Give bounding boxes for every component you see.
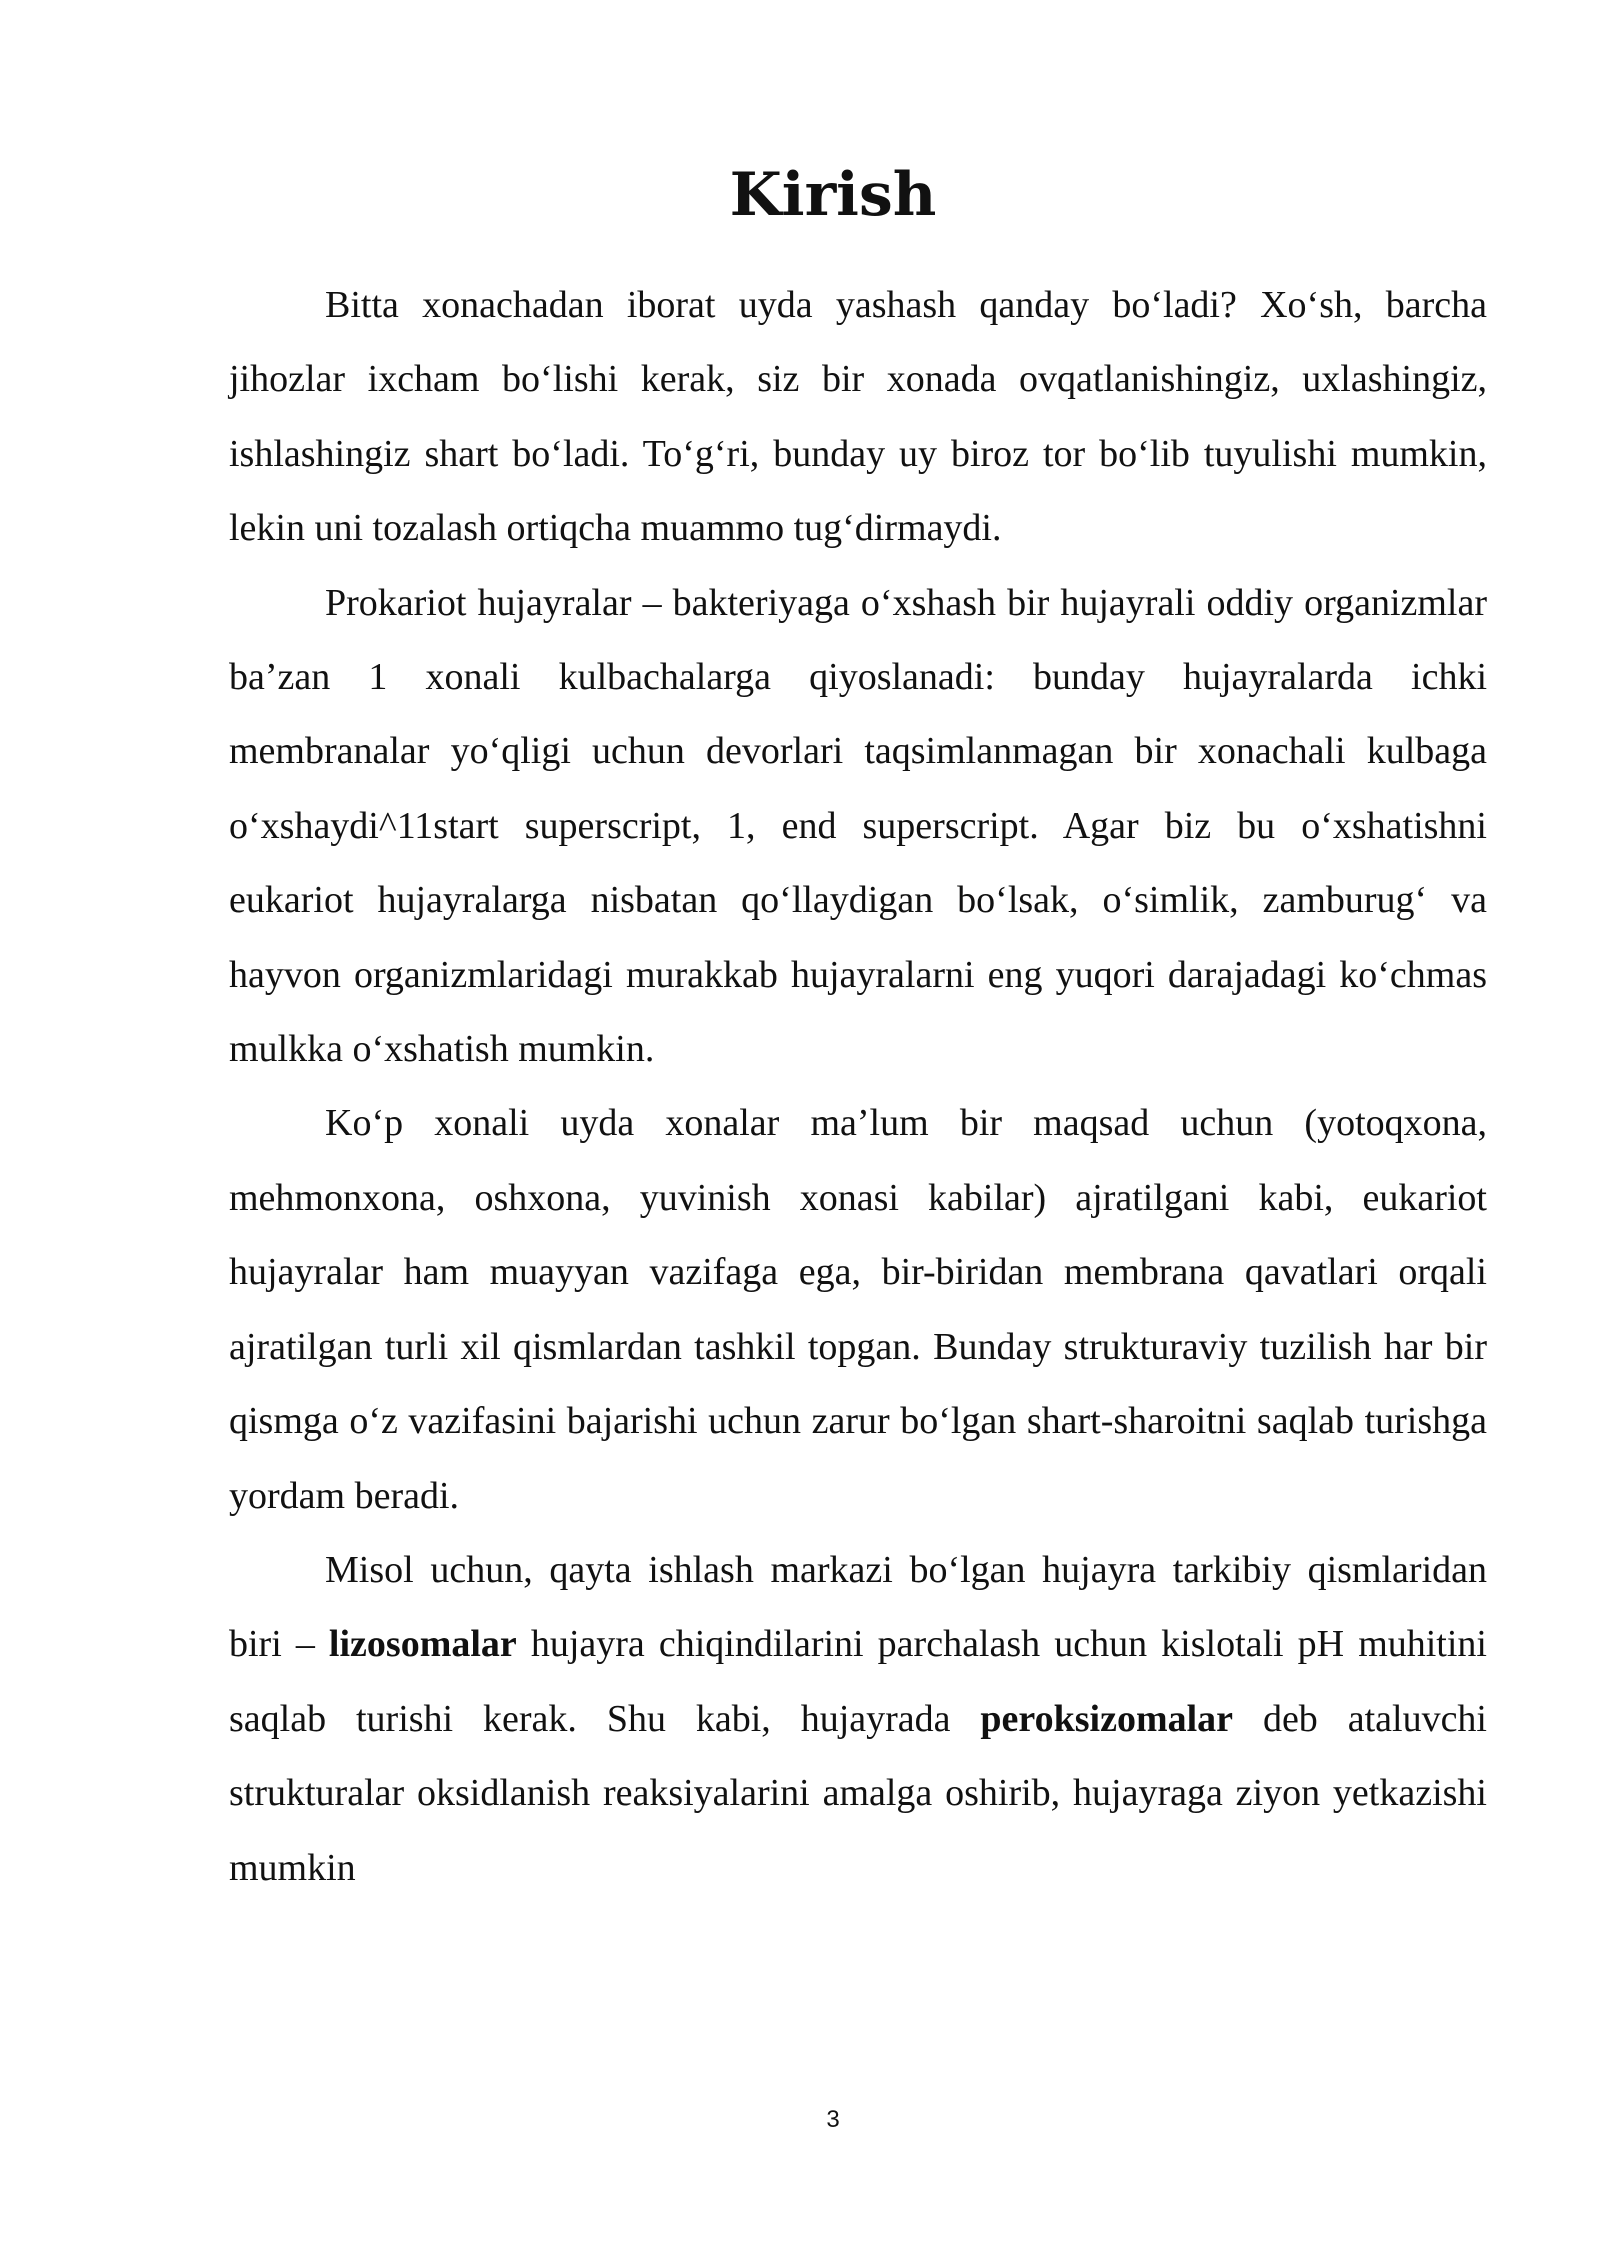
page-title: Kirish [729,160,937,230]
paragraph-4-text-3: deb ataluvchi strukturalar oksidlanish reaksiyalarini amalga oshirib, hujayraga ziyon yetkazishi mumkin [229,1697,1487,1889]
paragraph-4-text-2: hujayra chiqindilarini parchalash uchun kislotali pH muhitini saqlab turishi kerak. Shu kabi, hujayrada [229,1623,1487,1740]
page-number: 3 [826,2106,840,2133]
paragraph-2: Prokariot hujayralar – bakteriyaga o‘xshash bir hujayrali oddiy organizmlar ba’zan 1 xonali kulbachalarga qiyoslanadi: bunday hujayralarda ichki membranalar yo‘qligi uchun devorlari taqsimlanmagan bir xonachali kulbaga o‘xshaydi^11start superscript, 1, end superscript. Agar biz bu o‘xshatishni eukariot hujayralarga nisbatan qo‘llaydigan bo‘lsak, o‘simlik, zamburug‘ va hayvon organizmlaridagi murakkab hujayralarni eng yuqori darajadagi ko‘chmas mulkka o‘xshatish mumkin. [229,581,1487,1071]
document-body [229,268,1487,1905]
term-lizosomalar: lizosomalar [328,1623,517,1666]
term-peroksizomalar: peroksizomalar [980,1697,1234,1740]
paragraph-4 [229,1533,1487,1905]
paragraph-4-text-1: Misol uchun, qayta ishlash markazi bo‘lgan hujayra tarkibiy qismlaridan biri – [229,1548,1487,1666]
paragraph-1: Bitta xonachadan iborat uyda yashash qanday bo‘ladi? Xo‘sh, barcha jihozlar ixcham bo‘lishi kerak, siz bir xonada ovqatlanishingiz, uxlashingiz, ishlashingiz shart bo‘ladi. To‘g‘ri, bunday uy biroz tor bo‘lib tuyulishi mumkin, lekin uni tozalash ortiqcha muammo tug‘dirmaydi. [229,284,1487,550]
paragraph-3: Ko‘p xonali uyda xonalar ma’lum bir maqsad uchun (yotoqxona, mehmonxona, oshxona, yuvinish xonasi kabilar) ajratilgani kabi, eukariot hujayralar ham muayyan vazifaga ega, bir-biridan membrana qavatlari orqali ajratilgan turli xil qismlardan tashkil topgan. Bunday strukturaviy tuzilish har bir qismga o‘z vazifasini bajarishi uchun zarur bo‘lgan shart-sharoitni saqlab turishga yordam beradi. [229,1102,1487,1517]
